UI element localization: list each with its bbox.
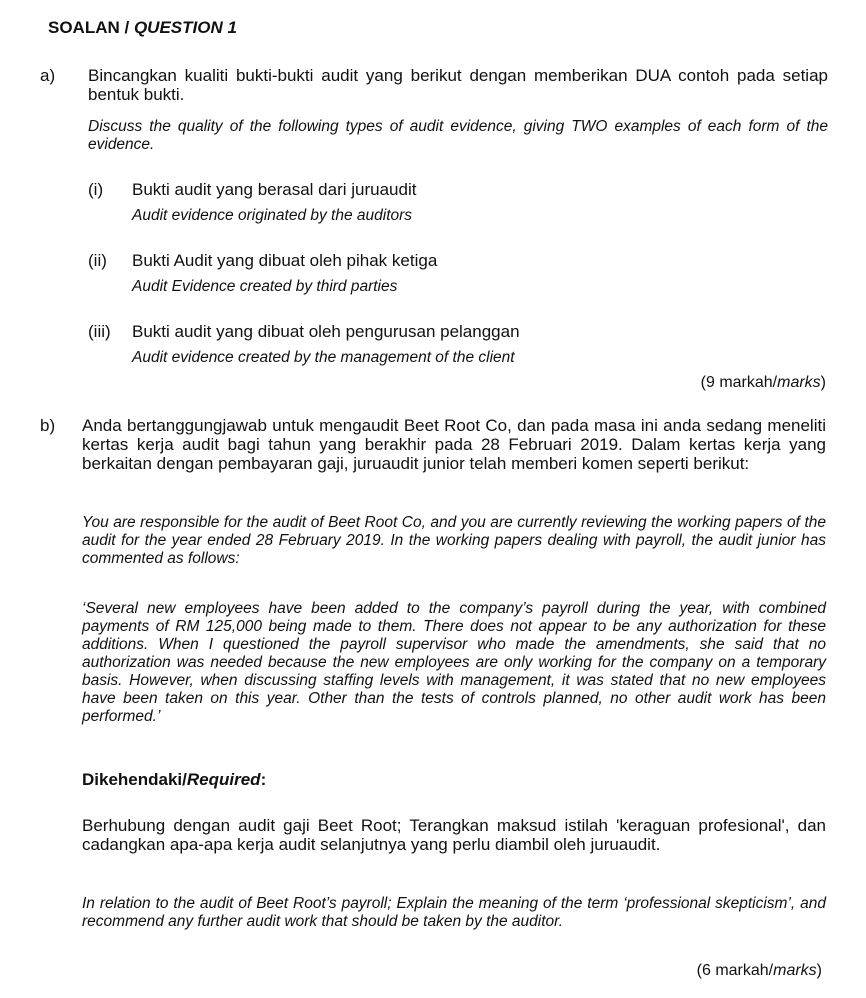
part-b-quote: ‘Several new employees have been added to the company’s payroll during the year, with combined payments of RM 125,000 being made to them. There does not appear to be any authorization for these additions. When I questioned the payroll supervisor who made the amendments, she said that no authorization was needed because the new employees are only working for the company on a temporary basis. However, when discussing staffing levels with management, it was stated that no new employees have been taken on this year. Other than the tests of controls planned, no other audit work has been performed.’ [82,600,826,725]
part-a-label: a) [40,66,56,85]
item-i-en: Audit evidence originated by the auditors [132,207,413,224]
part-a-marks-ms: (9 markah/ [700,374,778,391]
part-b-ms-text: Anda bertanggungjawab untuk mengaudit Beet Root Co, dan pada masa ini anda sedang meneliti kertas kerja audit bagi tahun yang berakhir pada 28 Februari 2019. Dalam kertas kerja yang berkaitan dengan pembayaran gaji, juruaudit junior telah memberi komen seperti berikut: [82,416,826,473]
item-i-ms: Bukti audit yang berasal dari juruaudit [132,180,417,199]
part-a-marks-en: marks [777,374,821,391]
item-iii-en: Audit evidence created by the management of the client [132,349,515,366]
part-b-task-ms: Berhubung dengan audit gaji Beet Root; Terangkan maksud istilah 'keraguan profesional', dan cadangkan apa-apa kerja audit selanjutnya yang perlu diambil oleh juruaudit. [82,816,826,854]
part-b-label: b) [40,416,56,435]
item-iii-num: (iii) [88,322,111,341]
part-b-marks-ms: (6 markah/ [696,962,774,979]
required-en: Required [186,770,261,789]
part-a-marks [701,374,826,392]
part-a-marks-close: ) [820,374,826,391]
heading-en: QUESTION 1 [133,18,237,37]
item-i-num: (i) [88,180,104,199]
item-iii-ms: Bukti audit yang dibuat oleh pengurusan pelanggan [132,322,520,341]
part-b-en-text: You are responsible for the audit of Beet Root Co, and you are currently reviewing the working papers of the audit for the year ended 28 February 2019. In the working papers dealing with payroll, the audit junior has commented as follows: [82,514,826,567]
required-colon: : [260,770,267,789]
required-ms: Dikehendaki/ [82,770,187,789]
question-heading [48,18,237,38]
heading-ms: SOALAN / [48,18,134,37]
part-b-marks-close: ) [816,962,822,979]
part-b-task-en: In relation to the audit of Beet Root’s payroll; Explain the meaning of the term ‘professional skepticism’, and recommend any further audit work that should be taken by the auditor. [82,895,826,930]
required-heading [82,770,266,790]
part-a-ms-text: Bincangkan kualiti bukti-bukti audit yang berikut dengan memberikan DUA contoh pada setiap bentuk bukti. [88,66,828,104]
part-b-marks [697,962,822,980]
part-b-marks-en: marks [773,962,817,979]
item-ii-en: Audit Evidence created by third parties [132,278,398,295]
part-a-en-text: Discuss the quality of the following types of audit evidence, giving TWO examples of each form of the evidence. [88,118,828,153]
item-ii-num: (ii) [88,251,107,270]
item-ii-ms: Bukti Audit yang dibuat oleh pihak ketiga [132,251,438,270]
